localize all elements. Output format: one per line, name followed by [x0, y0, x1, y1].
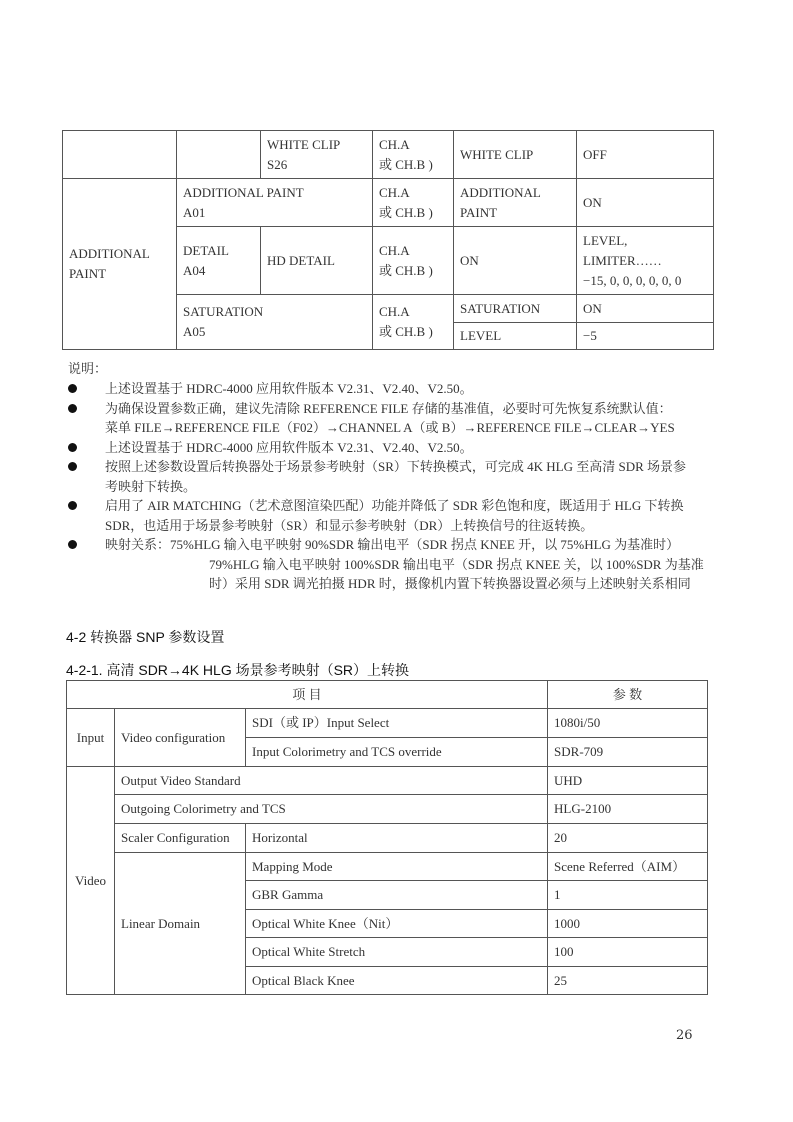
channel-line: CH.A — [379, 242, 410, 258]
input-label: Input — [67, 709, 115, 767]
group-label: ADDITIONAL — [69, 246, 150, 261]
notes-title: 说明： — [68, 361, 108, 376]
video-label: Video — [67, 767, 115, 995]
param-value: 1080i/50 — [548, 709, 708, 738]
channel-line: CH.A — [379, 184, 410, 200]
bullet-icon — [68, 462, 77, 471]
menu-name: SATURATION — [183, 304, 264, 319]
item-cell — [454, 179, 577, 227]
param-name: Horizontal — [246, 824, 548, 853]
bullet-icon — [68, 384, 77, 393]
menu-cell — [177, 295, 373, 350]
subsection-title: 4-2-1. 高清 SDR→4K HLG 场景参考映射（SR）上转换 — [66, 662, 410, 678]
table-row — [67, 767, 708, 795]
note-line: 考映射下转换。 — [105, 478, 197, 494]
table-row — [63, 131, 714, 179]
sub-cell: HD DETAIL — [261, 227, 373, 295]
note-line: 启用了 AIR MATCHING（艺术意图渲染匹配）功能并降低了 SDR 彩色饱和度，既适用于 HLG 下转换 — [105, 498, 684, 513]
channel-line: CH.A — [379, 304, 410, 319]
channel-line: 或 CH.B ) — [379, 156, 433, 172]
param-value: 100 — [548, 938, 708, 967]
param-value: Scene Referred（AIM） — [548, 853, 708, 881]
bullet-icon — [68, 501, 77, 510]
video-config-label: Video configuration — [115, 709, 246, 767]
header-param: 参 数 — [548, 681, 708, 709]
param-value: 1 — [548, 881, 708, 910]
item-cell: LEVEL — [454, 323, 577, 350]
param-value: SDR-709 — [548, 738, 708, 767]
value-line: LEVEL, — [583, 232, 628, 248]
table-header-row — [67, 681, 708, 709]
channel-cell — [373, 227, 454, 295]
param-value: 1000 — [548, 910, 708, 938]
paint-settings-table — [62, 130, 714, 350]
channel-cell — [373, 179, 454, 227]
param-name: Outgoing Colorimetry and TCS — [115, 795, 548, 824]
scaler-label: Scaler Configuration — [115, 824, 246, 853]
param-name: GBR Gamma — [246, 881, 548, 910]
item-line: ADDITIONAL — [460, 184, 541, 200]
table-row — [67, 795, 708, 824]
table-row — [67, 709, 708, 738]
channel-line: 或 CH.B ) — [379, 324, 433, 339]
param-value: 20 — [548, 824, 708, 853]
header-item: 项 目 — [67, 681, 548, 709]
linear-domain-label: Linear Domain — [115, 853, 246, 995]
menu-cell — [177, 227, 261, 295]
note-line: 上述设置基于 HDRC-4000 应用软件版本 V2.31、V2.40、V2.50。 — [105, 439, 473, 455]
param-value: UHD — [548, 767, 708, 795]
bullet-icon — [68, 540, 77, 549]
group-cell — [63, 131, 177, 179]
item-cell: WHITE CLIP — [454, 131, 577, 179]
note-bullet — [68, 379, 718, 399]
item-cell: ON — [454, 227, 577, 295]
value-line: LIMITER…… — [583, 252, 662, 268]
menu-code: S26 — [267, 156, 288, 172]
value-line: −15, 0, 0, 0, 0, 0, 0 — [583, 272, 682, 288]
notes-section — [68, 359, 718, 594]
channel-line: 或 CH.B ) — [379, 262, 433, 278]
menu-cell — [177, 179, 373, 227]
group-cell — [63, 179, 177, 350]
note-line: 为确保设置参数正确，建议先清除 REFERENCE FILE 存储的基准值，必要时可先恢复系统默认值： — [105, 400, 672, 416]
note-line: 时）采用 SDR 调光拍摄 HDR 时，摄像机内置下转换器设置必须与上述映射关系相同 — [209, 576, 691, 591]
value-cell — [577, 227, 714, 295]
value-cell: −5 — [577, 323, 714, 350]
bullet-icon — [68, 404, 77, 413]
page-number: 26 — [676, 1028, 693, 1043]
param-name: Mapping Mode — [246, 853, 548, 881]
param-name: Output Video Standard — [115, 767, 548, 795]
note-bullet — [68, 496, 718, 535]
note-bullet — [68, 399, 718, 438]
bullet-icon — [68, 443, 77, 452]
param-value: HLG-2100 — [548, 795, 708, 824]
menu-cell — [261, 131, 373, 179]
value-cell: OFF — [577, 131, 714, 179]
sub-cell — [177, 131, 261, 179]
channel-cell — [373, 295, 454, 350]
menu-name: WHITE CLIP — [267, 136, 341, 152]
group-label: PAINT — [69, 266, 107, 281]
value-cell: ON — [577, 295, 714, 323]
note-line: 按照上述参数设置后转换器处于场景参考映射（SR）下转换模式，可完成 4K HLG 至高清 SDR 场景参 — [105, 459, 687, 474]
value-cell: ON — [577, 179, 714, 227]
menu-code: A01 — [183, 204, 206, 220]
snp-settings-table — [66, 680, 708, 995]
param-name: Optical White Stretch — [246, 938, 548, 967]
param-name: SDI（或 IP）Input Select — [246, 709, 548, 738]
table-row — [63, 179, 714, 227]
menu-code: A05 — [183, 324, 206, 339]
param-name: Optical Black Knee — [246, 967, 548, 995]
menu-name: ADDITIONAL PAINT — [183, 184, 304, 200]
item-cell: SATURATION — [454, 295, 577, 323]
note-bullet — [68, 438, 718, 458]
param-name: Input Colorimetry and TCS override — [246, 738, 548, 767]
note-line: 映射关系：75%HLG 输入电平映射 90%SDR 输出电平（SDR 拐点 KNEE 开，以 75%HLG 为基准时） — [105, 537, 680, 552]
item-line: PAINT — [460, 204, 498, 220]
table-row — [67, 824, 708, 853]
section-title: 4-2 转换器 SNP 参数设置 — [66, 629, 225, 645]
table-row — [67, 853, 708, 881]
channel-line: 或 CH.B ) — [379, 204, 433, 220]
note-line: 菜单 FILE→REFERENCE FILE（F02）→CHANNEL A（或 B）→REFERENCE FILE→CLEAR→YES — [105, 420, 675, 435]
param-value: 25 — [548, 967, 708, 995]
note-line: 上述设置基于 HDRC-4000 应用软件版本 V2.31、V2.40、V2.50。 — [105, 381, 473, 396]
channel-cell — [373, 131, 454, 179]
menu-code: A04 — [183, 262, 206, 278]
note-bullet — [68, 535, 718, 594]
param-name: Optical White Knee（Nit） — [246, 910, 548, 938]
note-bullet — [68, 457, 718, 496]
channel-line: CH.A — [379, 136, 410, 152]
note-line: 79%HLG 输入电平映射 100%SDR 输出电平（SDR 拐点 KNEE 关，以 100%SDR 为基准 — [209, 556, 704, 572]
note-line: SDR，也适用于场景参考映射（SR）和显示参考映射（DR）上转换信号的往返转换。 — [105, 517, 594, 533]
menu-name: DETAIL — [183, 242, 229, 258]
